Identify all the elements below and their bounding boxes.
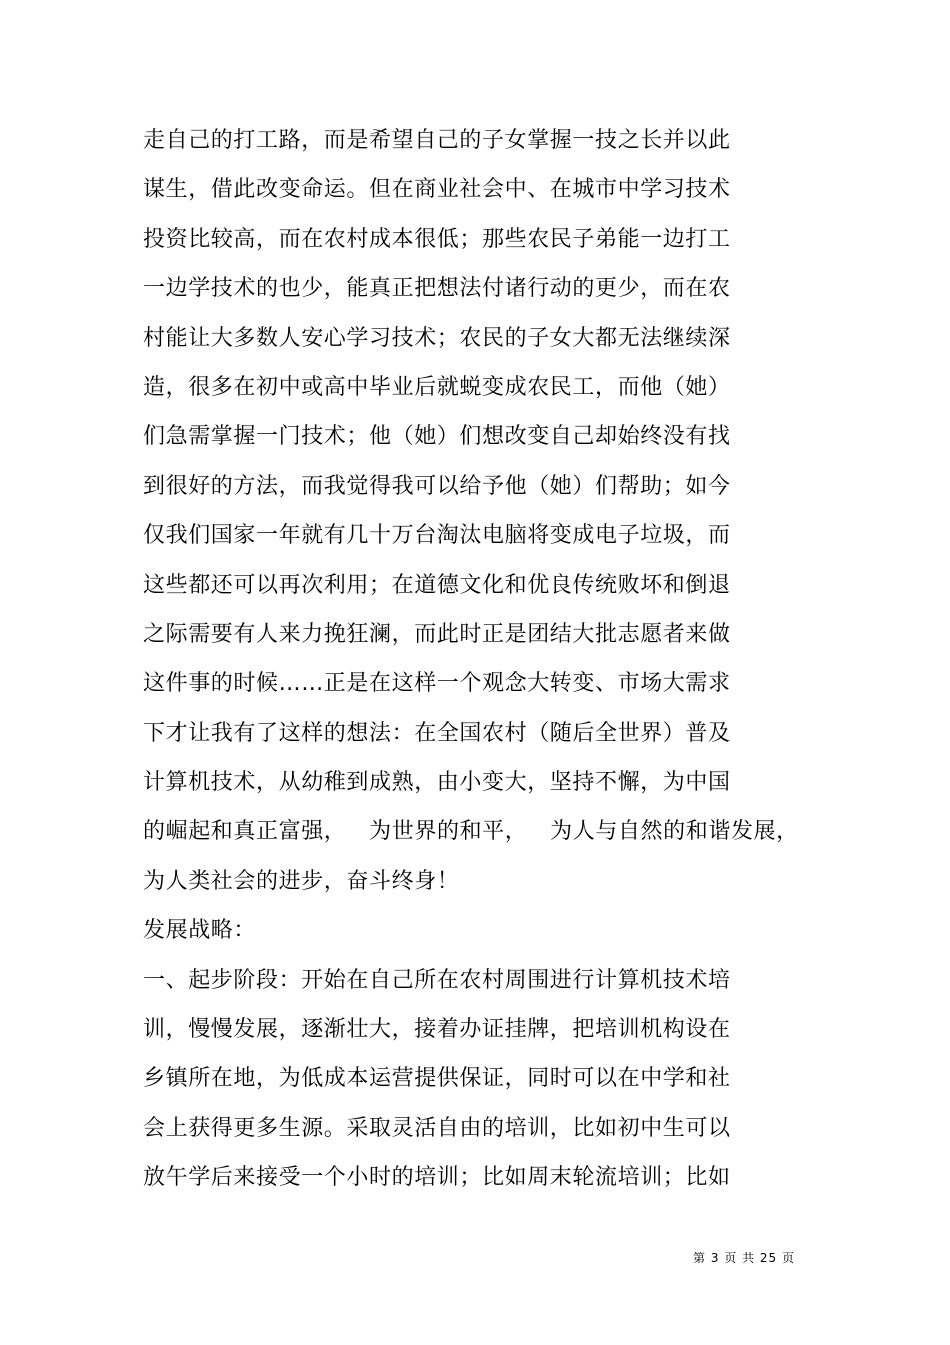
- text-line: 村能让大多数人安心学习技术；农民的子女大都无法继续深: [143, 325, 731, 351]
- page-number-footer: 第 3 页 共 25 页: [693, 1251, 795, 1265]
- text-line: 投资比较高，而在农村成本很低；那些农民子弟能一边打工: [143, 226, 731, 252]
- body-text: [143, 116, 823, 1203]
- text-line: 放午学后来接受一个小时的培训；比如周末轮流培训；比如: [143, 1165, 731, 1191]
- text-line: 到很好的方法，而我觉得我可以给予他（她）们帮助；如今: [143, 473, 731, 499]
- text-line: 仅我们国家一年就有几十万台淘汰电脑将变成电子垃圾，而: [143, 523, 731, 549]
- text-line: 的崛起和真正富强， 为世界的和平， 为人与自然的和谐发展，: [143, 819, 799, 845]
- text-line: 下才让我有了这样的想法：在全国农村（随后全世界）普及: [143, 720, 731, 746]
- text-line: 一边学技术的也少，能真正把想法付诸行动的更少，而在农: [143, 276, 731, 302]
- text-line: 走自己的打工路，而是希望自己的子女掌握一技之长并以此: [143, 128, 731, 153]
- text-line: 训，慢慢发展，逐渐壮大，接着办证挂牌，把培训机构设在: [143, 1017, 731, 1043]
- text-line: 为人类社会的进步，奋斗终身！: [143, 868, 460, 894]
- text-line: 造，很多在初中或高中毕业后就蜕变成农民工，而他（她）: [143, 374, 731, 400]
- text-line: 这件事的时候……正是在这样一个观念大转变、市场大需求: [143, 671, 731, 697]
- section-heading: 发展战略：: [143, 918, 257, 944]
- text-line: 一、起步阶段：开始在自己所在农村周围进行计算机技术培: [143, 967, 731, 993]
- text-line: 们急需掌握一门技术；他（她）们想改变自己却始终没有找: [143, 424, 731, 450]
- text-line: 计算机技术，从幼稚到成熟，由小变大，坚持不懈，为中国: [143, 770, 731, 796]
- text-line: 会上获得更多生源。采取灵活自由的培训，比如初中生可以: [143, 1115, 731, 1141]
- text-line: 这些都还可以再次利用；在道德文化和优良传统败坏和倒退: [143, 572, 731, 598]
- text-line: 乡镇所在地，为低成本运营提供保证，同时可以在中学和社: [143, 1066, 731, 1092]
- text-line: 之际需要有人来力挽狂澜，而此时正是团结大批志愿者来做: [143, 621, 731, 647]
- text-line: 谋生，借此改变命运。但在商业社会中、在城市中学习技术: [143, 177, 731, 203]
